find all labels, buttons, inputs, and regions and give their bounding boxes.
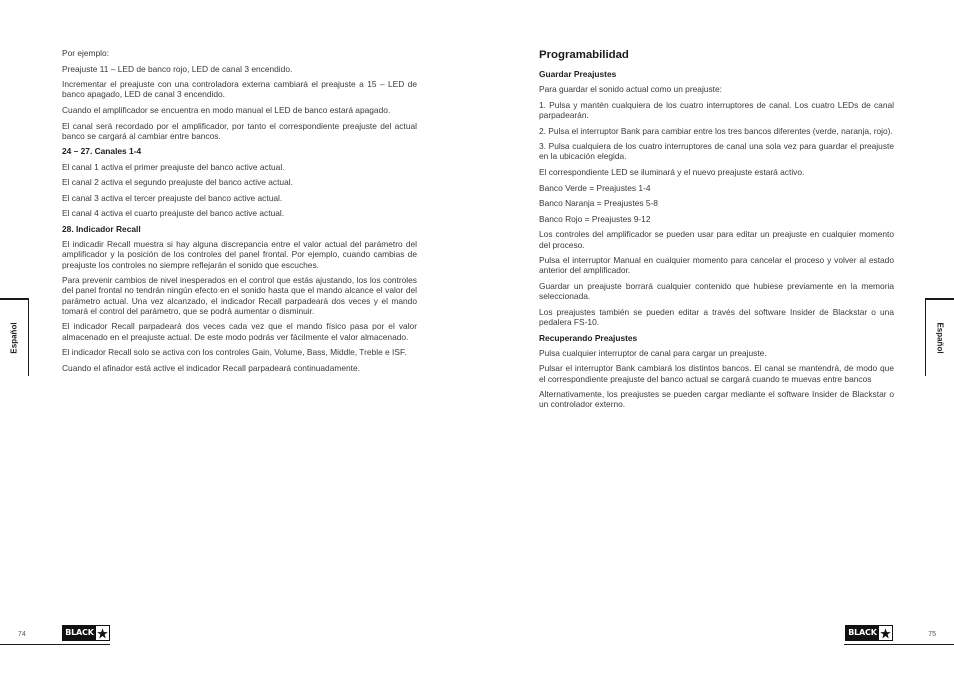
language-tab-label: Español — [9, 322, 19, 354]
section-heading: 24 – 27. Canales 1-4 — [62, 146, 142, 157]
language-tab-label: Español — [935, 322, 945, 354]
blackstar-logo — [845, 625, 893, 641]
paragraph: Cuando el afinador está active el indicador Recall parpadeará continuadamente. — [62, 362, 360, 373]
logo-text: BLACK — [848, 628, 877, 637]
paragraph: Banco Rojo = Preajustes 9-12 — [539, 213, 651, 224]
page-heading: Programabilidad — [539, 49, 629, 61]
paragraph: 3. Pulsa cualquiera de los cuatro interruptores de canal una sola vez para guardar el preajuste en la ubicación elegida. — [539, 141, 894, 162]
logo-text: BLACK — [65, 628, 94, 637]
paragraph: El indicador Recall solo se activa con los controles Gain, Volume, Bass, Middle, Treble e ISF. — [62, 347, 407, 358]
paragraph: El indicador Recall parpadeará dos veces cada vez que el mando físico pasa por el valor almacenado en el preajuste actual. De este modo podrás ver fácilmente el valor almacenado. — [62, 321, 417, 342]
left-column — [62, 48, 417, 378]
paragraph: 1. Pulsa y mantén cualquiera de los cuatro interruptores de canal. Los cuatro LEDs de canal parpadearán. — [539, 99, 894, 120]
section-heading: Guardar Preajustes — [539, 69, 617, 79]
paragraph: Los preajustes también se pueden editar a través del software Insider de Blackstar o una pedalera FS-10. — [539, 306, 894, 327]
paragraph: Para guardar el sonido actual como un preajuste: — [539, 84, 722, 95]
page-number: 75 — [928, 631, 936, 638]
language-tab-right — [925, 298, 954, 376]
paragraph: Preajuste 11 – LED de banco rojo, LED de canal 3 encendido. — [62, 63, 293, 74]
paragraph: El canal 1 activa el primer preajuste del banco active actual. — [62, 161, 285, 172]
star-icon — [879, 626, 892, 640]
paragraph: Banco Verde = Preajustes 1-4 — [539, 182, 651, 193]
page-number: 74 — [18, 631, 26, 638]
paragraph: Cuando el amplificador se encuentra en modo manual el LED de banco estará apagado. — [62, 104, 391, 115]
paragraph: Guardar un preajuste borrará cualquier contenido que hubiese previamente en la memoria seleccionada. — [539, 280, 894, 302]
paragraph: El canal 2 activa el segundo preajuste del banco active actual. — [62, 177, 293, 188]
paragraph: El correspondiente LED se iluminará y el nuevo preajuste estará activo. — [539, 166, 805, 177]
right-page — [477, 0, 954, 677]
paragraph: El canal 4 activa el cuarto preajuste del banco active actual. — [62, 208, 285, 219]
section-heading: 28. Indicador Recall — [62, 223, 141, 234]
paragraph: El indicadir Recall muestra si hay alguna discrepancia entre el valor actual del parámetro del amplificador y la posición de los controles del panel frontal. Por ejemplo, cuando cambias de preajuste los controles no siempre reflejarán el sonido que escuches. — [62, 239, 417, 270]
language-tab-left — [0, 298, 29, 376]
right-column — [539, 48, 894, 415]
paragraph: Pulsa cualquier interruptor de canal para cargar un preajuste. — [539, 347, 767, 358]
paragraph: Para prevenir cambios de nivel inesperados en el control que estás ajustando, los los controles del panel frontal no tendrán ningún efecto en el sonido hasta que el mando alcance el valor del parámetro actual. Una vez alcanzado, el indicador Recall parpadeará dos veces y el mando tomará el control del parámetro, que se podrá aumentar o disminuir. — [62, 275, 417, 316]
paragraph: El canal 3 activa el tercer preajuste del banco active actual. — [62, 192, 283, 203]
footer-rule — [0, 644, 110, 645]
footer-rule — [844, 644, 954, 645]
section-heading: Recuperando Preajustes — [539, 332, 638, 343]
paragraph: Alternativamente, los preajustes se pueden cargar mediante el software Insider de Blackstar o un controlador externo. — [539, 389, 894, 410]
paragraph: Banco Naranja = Preajustes 5-8 — [539, 198, 658, 209]
paragraph: Pulsar el interruptor Bank cambiará los distintos bancos. El canal se mantendrá, de modo que el correspondiente preajuste del banco actual se cargará cuando te muevas entre bancos — [539, 363, 894, 384]
blackstar-logo — [62, 625, 110, 641]
paragraph: 2. Pulsa el interruptor Bank para cambiar entre los tres bancos diferentes (verde, naranja, rojo). — [539, 125, 893, 136]
paragraph: Por ejemplo: — [62, 48, 110, 58]
paragraph: Pulsa el interruptor Manual en cualquier momento para cancelar el proceso y volver al estado anterior del amplificador. — [539, 255, 894, 276]
paragraph: Incrementar el preajuste con una controladora externa cambiará el preajuste a 15 – LED de banco apagado, LED de canal 3 encendido. — [62, 79, 417, 100]
paragraph: El canal será recordado por el amplificador, por tanto el correspondiente preajuste del actual banco se cargará al cambiar entre bancos. — [62, 120, 417, 141]
paragraph: Los controles del amplificador se pueden usar para editar un preajuste en cualquier momento del proceso. — [539, 229, 894, 250]
star-icon — [96, 626, 109, 640]
